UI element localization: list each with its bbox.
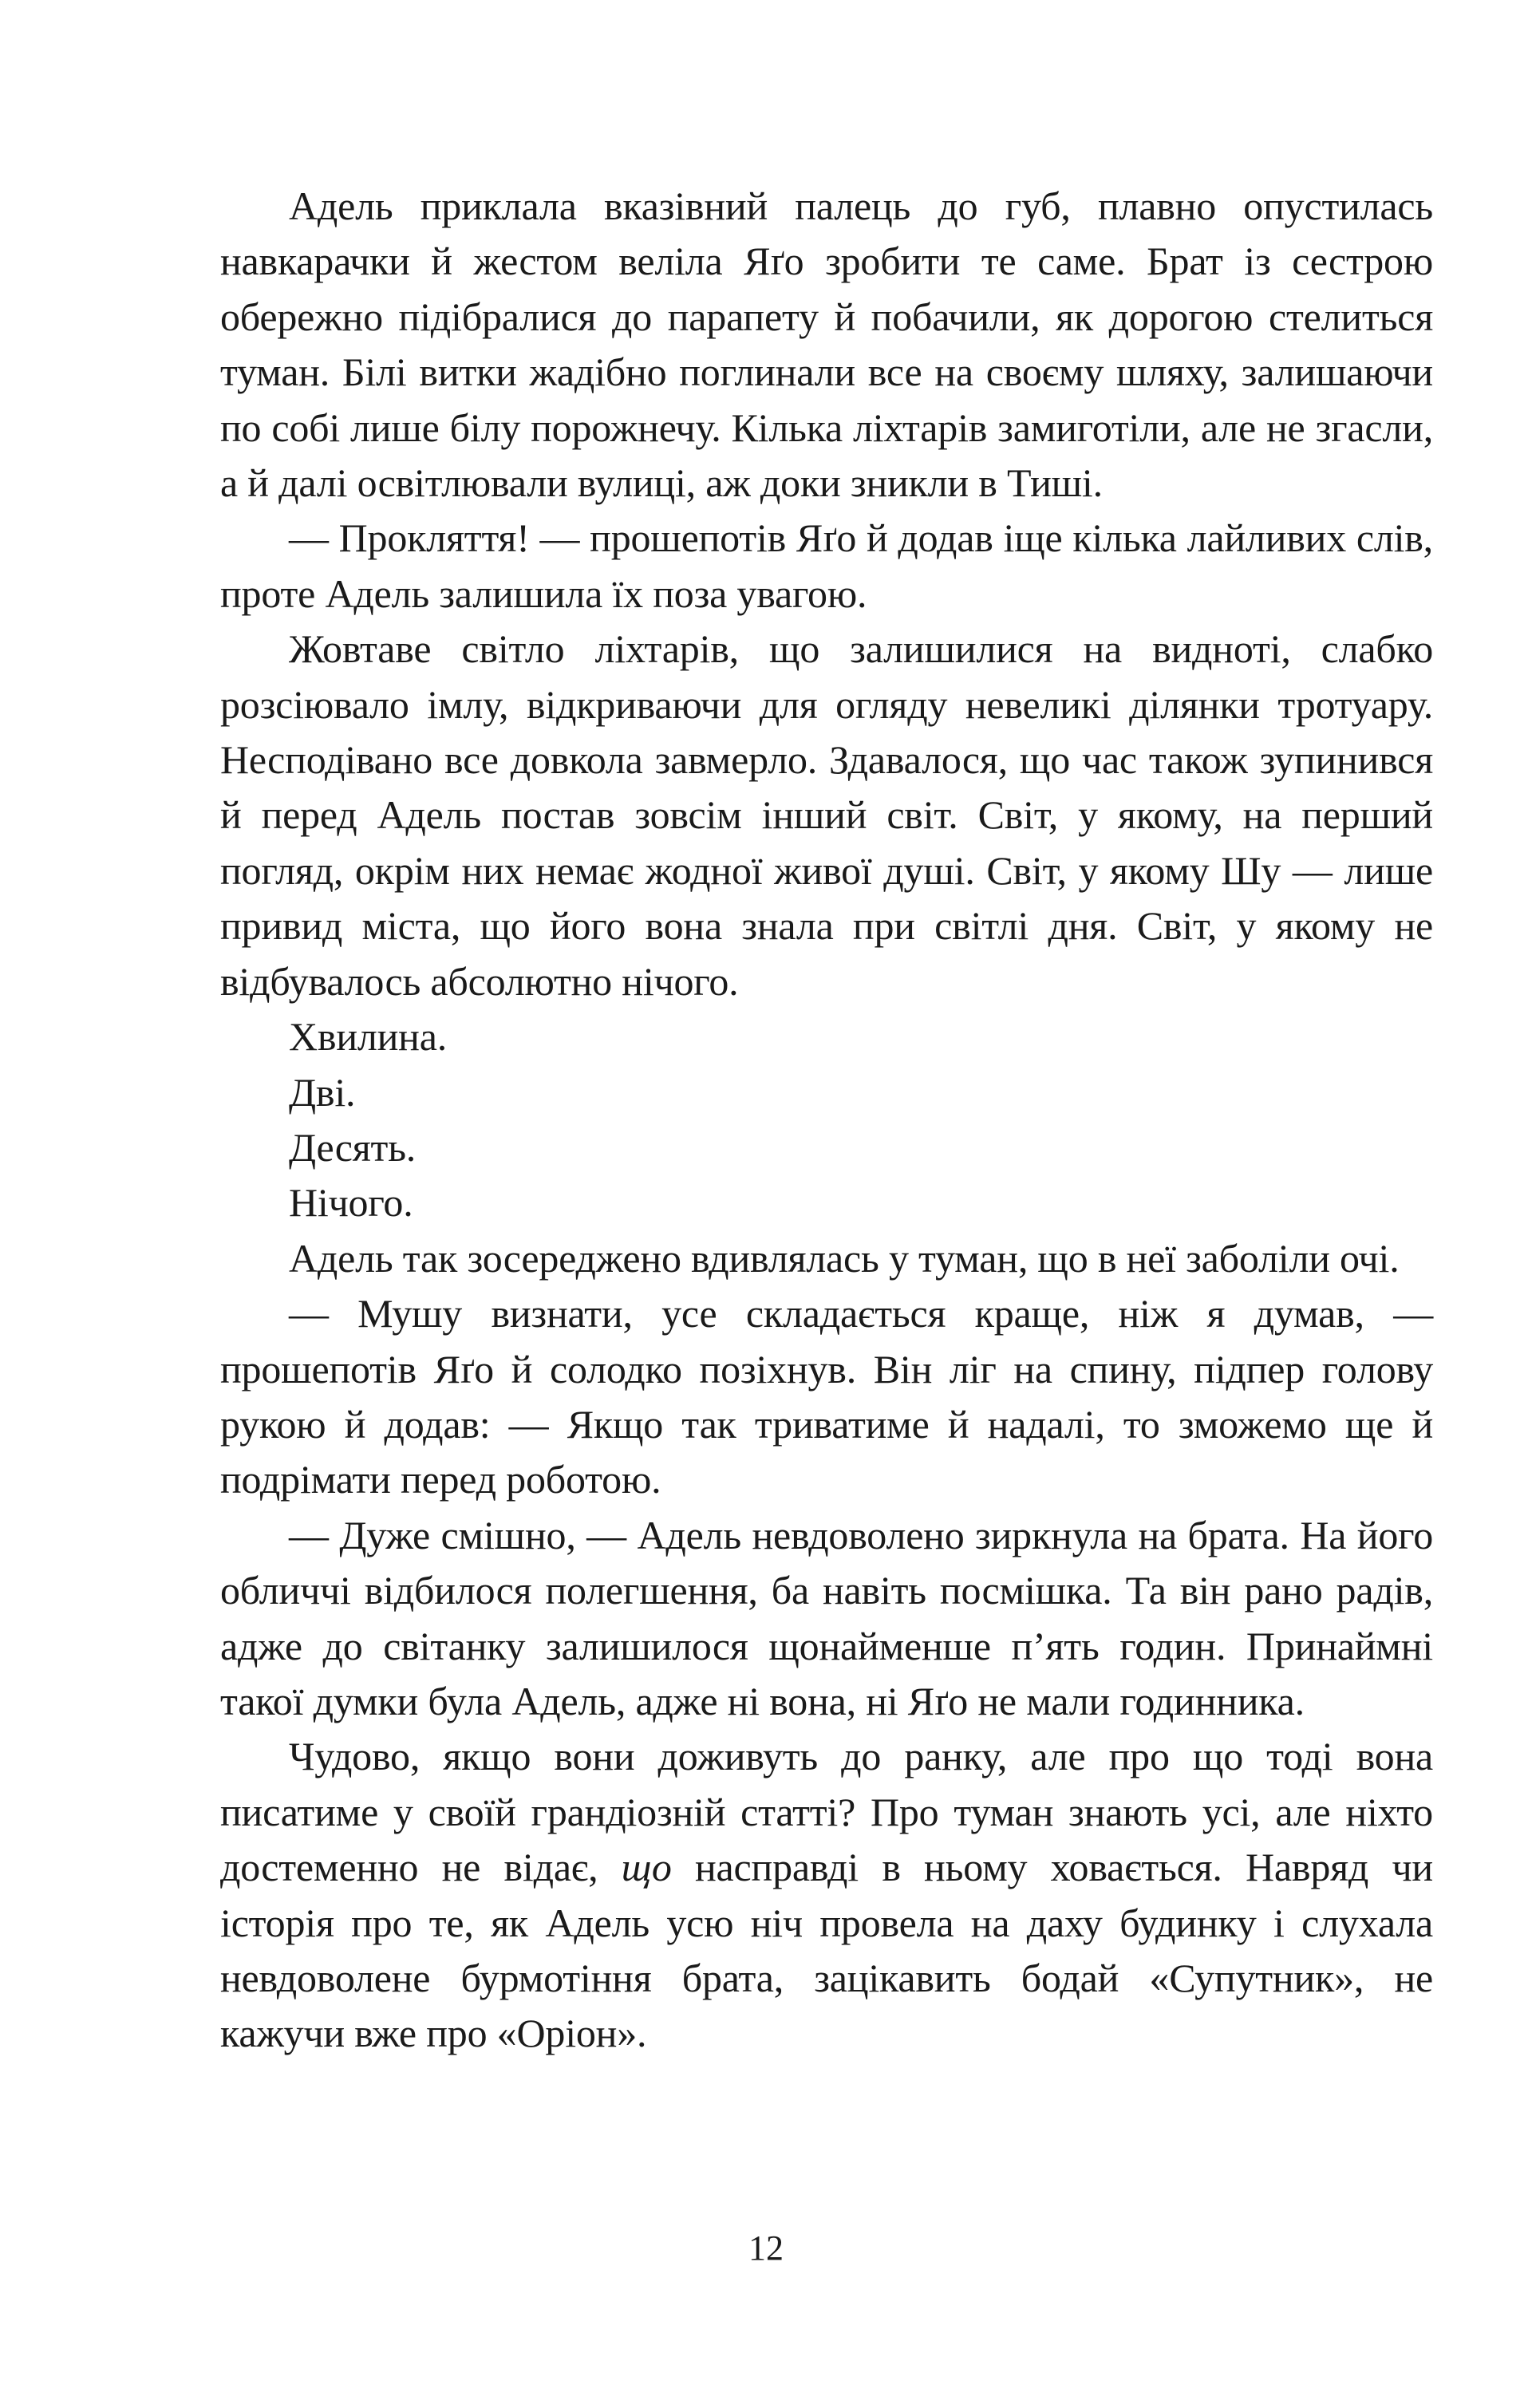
paragraph-6: Десять.: [289, 1124, 417, 1170]
paragraph-11: [220, 1729, 1433, 2061]
paragraph-7: Нічого.: [289, 1180, 413, 1226]
paragraph-1: Адель приклала вказівний палець до губ, плавно опустилась навкарачки й жестом веліла Яґо зробити те саме. Брат із сестрою обережно підібралися до парапету й побачили, як дорогою стелиться туман. Білі витки жадібно поглинали все на своєму шляху, залишаючи по собі лише білу порожнечу. Кілька ліхтарів замиготіли, але не згасли, а й далі освітлювали вулиці, аж доки зникли в Тиші.: [220, 184, 1433, 506]
paragraph-11-start: Чудово, якщо вони доживуть до ранку, але про що тоді вона писатиме у своїй грандіозній статті? Про туман знають усі, але ніхто достеменно не відає,: [220, 1734, 1433, 1890]
paragraph-5: Дві.: [289, 1069, 356, 1115]
page-number: 12: [748, 2228, 784, 2268]
body-text: [220, 179, 1433, 2062]
paragraph-11-end: насправді в ньому ховається. Навряд чи історія про те, як Адель усю ніч провела на даху будинку і слухала невдоволене бурмотіння брата, зацікавить бодай «Супутник», не кажучи вже про «Оріон».: [220, 1845, 1433, 2056]
paragraph-10: — Дуже смішно, — Адель невдоволено зиркнула на брата. На його обличчі відбилося полегшення, ба навіть посмішка. Та він рано радів, адже до світанку залишилося щонайменше п’ять годин. Принаймні такої думки була Адель, адже ні вона, ні Яґо не мали годинника.: [220, 1512, 1433, 1723]
paragraph-2: — Прокляття! — прошепотів Яґо й додав іще кілька лайливих слів, проте Адель залишила їх поза увагою.: [220, 515, 1433, 616]
paragraph-9: — Мушу визнати, усе складається краще, ніж я думав, — прошепотів Яґо й солодко позіхнув. Він ліг на спину, підпер голову рукою й додав: — Якщо так триватиме й надалі, то зможемо ще й подрімати перед роботою.: [220, 1291, 1433, 1502]
paragraph-8: Адель так зосереджено вдивлялась у туман, що в неї заболіли очі.: [289, 1235, 1400, 1281]
paragraph-4: Хвилина.: [289, 1014, 448, 1060]
paragraph-11-italic: що: [621, 1845, 672, 1890]
paragraph-3: Жовтаве світло ліхтарів, що залишилися на видноті, слабко розсіювало імлу, відкриваючи для огляду невеликі ділянки тротуару. Несподівано все довкола завмерло. Здавалося, що час також зупинився й перед Адель постав зовсім інший світ. Світ, у якому, на перший погляд, окрім них немає жодної живої душі. Світ, у якому Шу — лише привид міста, що його вона знала при світлі дня. Світ, у якому не відбувалось абсолютно нічого.: [220, 626, 1433, 1004]
